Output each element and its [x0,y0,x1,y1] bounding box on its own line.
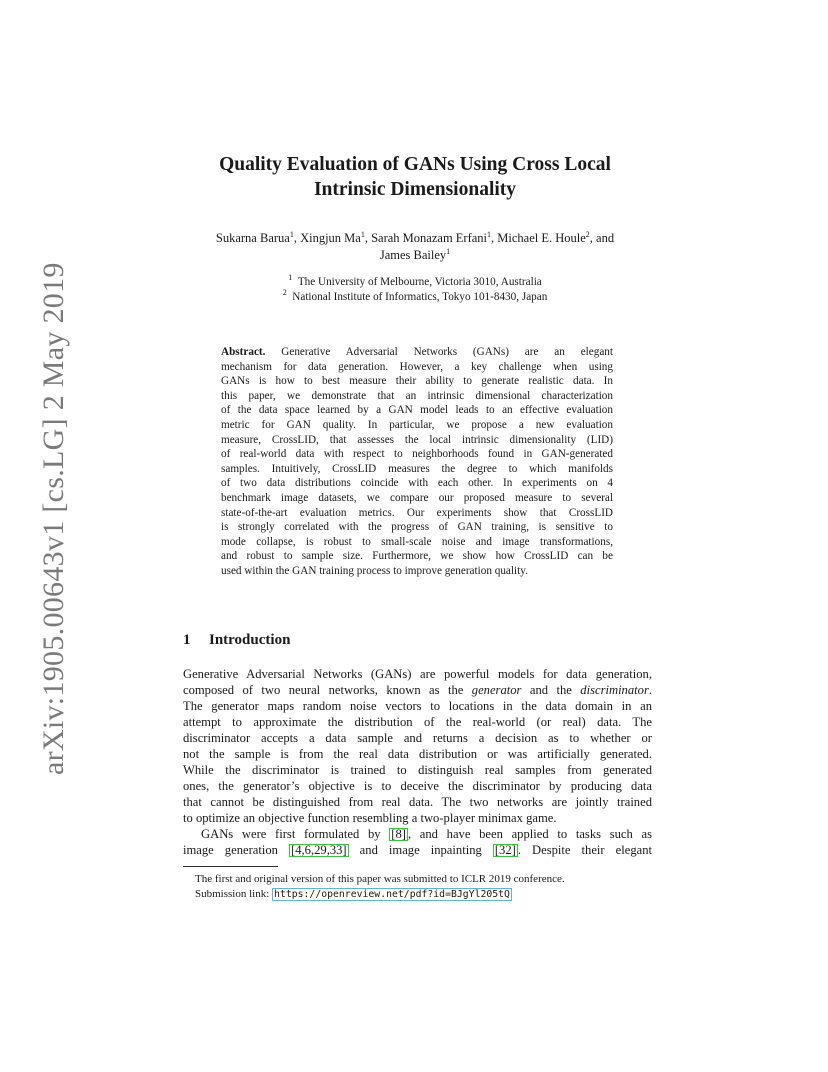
paper-title [150,152,680,202]
citation-link[interactable]: [4,6,29,33] [291,843,347,857]
abstract-line: GANs is how to best measure their ability to generate realistic data. In [221,375,613,388]
title-line-2: Intrinsic Dimensionality [313,179,517,200]
abstract-line: metric for GAN quality. In particular, we propose a new evaluation [221,418,613,431]
abstract-line: this paper, we demonstrate that an intrinsic dimensional characterization [221,389,613,402]
submission-link[interactable]: https://openreview.net/pdf?id=BJgYl205tQ [274,888,510,900]
affiliation-marker: 1 [487,230,492,239]
body-line: discriminator accepts a data sample and returns a decision as to whether or [183,731,652,745]
abstract-line: and robust to sample size. Furthermore, we show how CrossLID can be [221,550,613,563]
footnote-line: Submission link: https://openreview.net/pdf?id=BJgYl205tQ [195,887,510,900]
body-line: to optimize an objective function resembling a two-player minimax game. [183,811,557,825]
affiliation-item [160,275,670,290]
affiliation-text: National Institute of Informatics, Tokyo 101-8430, Japan [292,291,548,303]
footnote-divider [183,866,278,867]
term-generator: generator [471,683,522,697]
abstract-line: samples. Intuitively, CrossLID measures the degree to which manifolds [221,462,613,475]
author-name: , Sarah Monazam Erfani [364,231,488,245]
body-line: GANs were first formulated by [8] , and have been applied to tasks such as [201,827,652,841]
abstract-line: of the data space learned by a GAN model leads to an effective evaluation [221,404,613,417]
abstract-line: mechanism for data generation. However, a key challenge when using [221,360,613,373]
abstract-line: of two data distributions coincide with each other. In experiments on 4 [221,477,613,490]
affiliation-marker: 1 [289,230,294,239]
body-line: that cannot be distinguished from real data. The two networks are jointly trained [183,795,652,809]
body-line: While the discriminator is trained to distinguish real samples from generated [183,763,652,777]
footnote [195,872,655,902]
body-line: image generation [4,6,29,33] and image inpainting [32] . Despite their elegant [183,843,653,857]
abstract-line: Abstract. Generative Adversarial Networks (GANs) are an elegant [221,346,613,358]
body-line: ones, the generator’s objective is to deceive the discriminator by producing data [183,779,652,793]
affiliation-marker: 1 [446,247,451,256]
term-discriminator: discriminator [580,683,649,697]
arxiv-stamp-text: arXiv:1905.00643v1 [cs.LG] 2 May 2019 [37,262,70,775]
abstract-line: of real-world data with respect to neighborhoods found in GAN-generated [221,448,613,461]
section-heading [183,632,290,649]
citation-link[interactable]: [32] [494,843,516,857]
abstract-line: benchmark image datasets, we compare our proposed measure to several [221,491,613,504]
introduction-text [183,666,652,858]
author-name: , Michael E. Houle [491,231,586,245]
affiliation-item [160,290,670,305]
abstract-line: measure, CrossLID, that assesses the local intrinsic dimensionality (LID) [221,433,613,446]
abstract-line: is strongly correlated with the progress of GAN training, is sensitive to [221,521,613,534]
author-list [160,230,670,264]
body-line: composed of two neural networks, known as the generator and the discriminator. [183,683,653,697]
author-conjunction: , and [589,231,615,245]
abstract-line: mode collapse, is robust to small-scale noise and image transformations, [221,535,613,548]
abstract-line: used within the GAN training process to improve generation quality. [221,564,528,577]
affiliation-number: 2 [282,288,287,297]
body-line: attempt to approximate the distribution of the real-world (or real) data. The [183,715,652,729]
author-name: James Bailey [379,248,447,262]
affiliation-marker: 1 [360,230,365,239]
affiliation-list [160,275,670,305]
body-line: The generator maps random noise vectors to locations in the data domain in an [183,699,652,713]
affiliation-text: The University of Melbourne, Victoria 3010, Australia [297,276,542,288]
citation-link[interactable]: [8] [391,827,406,841]
author-name: Sukarna Barua [215,231,290,245]
section-title: Introduction [209,632,291,648]
abstract [221,345,613,579]
section-number: 1 [183,632,191,648]
abstract-label: Abstract. [221,346,266,358]
footnote-line: The first and original version of this paper was submitted to ICLR 2019 conference. [195,873,565,885]
body-line: not the sample is from the real data distribution or was artificially generated. [183,747,652,761]
affiliation-number: 1 [288,273,293,282]
body-line: Generative Adversarial Networks (GANs) are powerful models for data generation, [183,667,652,681]
author-name: , Xingjun Ma [293,231,361,245]
title-line-1: Quality Evaluation of GANs Using Cross Local [219,154,611,175]
affiliation-marker: 2 [585,230,590,239]
abstract-line: state-of-the-art evaluation metrics. Our experiments show that CrossLID [221,506,613,519]
